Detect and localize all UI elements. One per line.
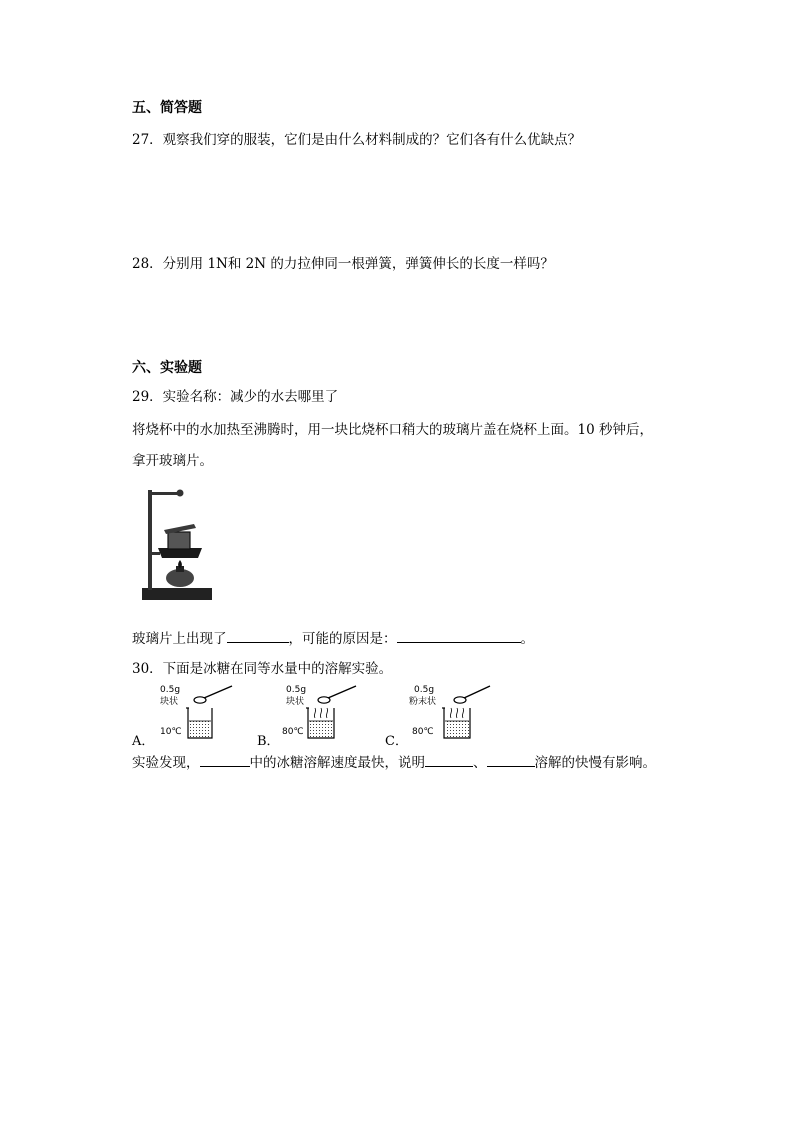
option-a-temp: 10℃ — [160, 727, 182, 737]
question-28: 28．分别用 1N和 2N 的力拉伸同一根弹簧，弹簧伸长的长度一样吗？ — [132, 256, 554, 272]
boiling-apparatus-figure — [138, 486, 218, 606]
option-b-form: 块状 — [286, 697, 305, 707]
option-c-beaker-figure — [434, 684, 494, 740]
option-a-beaker-figure — [180, 684, 240, 740]
question-29-title: 29．实验名称：减少的水去哪里了 — [132, 389, 339, 405]
q29-answer-prefix: 玻璃片上出现了 — [132, 631, 227, 647]
question-30-conclusion-line — [132, 752, 656, 773]
question-29-answer-line — [132, 628, 534, 649]
question-29-text-line2: 拿开玻璃片。 — [132, 453, 213, 469]
q30-conclusion-mid: 中的冰糖溶解速度最快，说明 — [249, 755, 425, 771]
question-27: 27．观察我们穿的服装，它们是由什么材料制成的？它们各有什么优缺点？ — [132, 132, 582, 148]
q30-conclusion-suffix: 溶解的快慢有影响。 — [534, 755, 656, 771]
option-c-letter: C． — [385, 734, 408, 749]
question-30-title: 30．下面是冰糖在同等水量中的溶解实验。 — [132, 661, 393, 677]
option-c-mass: 0.5g — [414, 685, 435, 695]
option-c-form: 粉末状 — [409, 697, 437, 707]
option-b-mass: 0.5g — [286, 685, 307, 695]
q30-blank-factor-2[interactable] — [487, 752, 535, 767]
q29-blank-phenomenon[interactable] — [227, 628, 289, 643]
option-b-beaker-figure — [300, 684, 360, 740]
q29-answer-suffix: 。 — [520, 631, 534, 647]
option-b-letter: B． — [257, 734, 280, 749]
section-5-heading: 五、简答题 — [132, 100, 202, 116]
question-29-text-line1: 将烧杯中的水加热至沸腾时，用一块比烧杯口稍大的玻璃片盖在烧杯上面。10 秒钟后， — [132, 422, 653, 438]
option-c-temp: 80℃ — [412, 727, 434, 737]
q30-blank-fastest[interactable] — [200, 752, 250, 767]
q29-blank-reason[interactable] — [397, 628, 521, 643]
q30-conclusion-prefix: 实验发现， — [132, 755, 200, 771]
option-a-letter: A． — [132, 734, 155, 749]
option-a-mass: 0.5g — [160, 685, 181, 695]
q30-blank-factor-1[interactable] — [425, 752, 473, 767]
q30-conclusion-sep: 、 — [473, 755, 487, 771]
section-6-heading: 六、实验题 — [132, 360, 202, 376]
option-a-form: 块状 — [160, 697, 179, 707]
q29-answer-middle: ，可能的原因是： — [288, 631, 397, 647]
option-b-temp: 80℃ — [282, 727, 304, 737]
